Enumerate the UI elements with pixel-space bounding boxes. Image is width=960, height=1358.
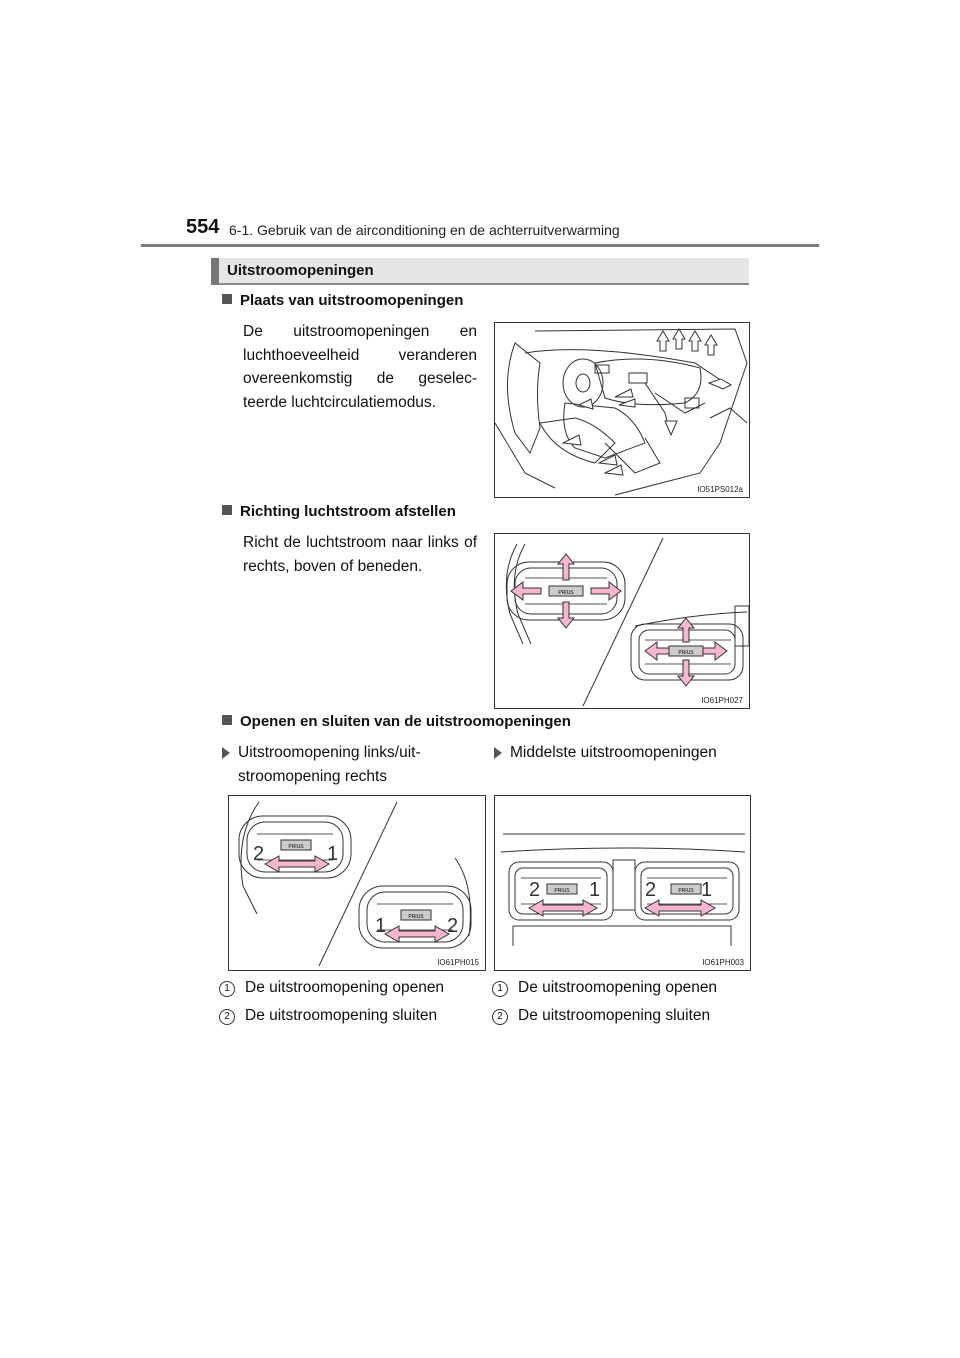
callout-2: 2 (492, 1009, 508, 1025)
vent-badge-label: PRIUS (408, 914, 424, 920)
triangle-bullet-icon (222, 747, 230, 759)
vent-badge-label: PRIUS (678, 888, 694, 894)
callout-1: 1 (492, 981, 508, 997)
vent-direction-illustration (495, 534, 749, 708)
legend-item-text: De uitstroomopening openen (518, 979, 718, 996)
callout-1: 1 (219, 981, 235, 997)
car-interior-illustration (495, 323, 749, 497)
callout-2: 2 (447, 915, 459, 937)
legend-item (492, 976, 752, 1000)
legend-item (219, 1004, 479, 1028)
bullet-center-vents-text: Middelste uitstroomopeningen (510, 744, 717, 761)
callout-2: 2 (529, 879, 541, 901)
subheading-direction-text: Richting luchtstroom afstellen (240, 503, 456, 520)
callout-1: 1 (375, 915, 387, 937)
square-bullet-icon (222, 715, 232, 725)
center-vent-open-close-illustration (495, 796, 750, 970)
figure-center-vents (494, 795, 751, 971)
vent-badge-label: PRIUS (558, 590, 574, 596)
vent-badge-label: PRIUS (554, 888, 570, 894)
legend-item (492, 1004, 752, 1028)
triangle-bullet-icon (494, 747, 502, 759)
chapter-title: 6-1. Gebruik van de airconditioning en de achterruitverwarming (229, 222, 620, 238)
section-tab (211, 258, 219, 285)
callout-1: 1 (589, 879, 601, 901)
figure-airflow-direction (494, 533, 750, 709)
section-title: Uitstroomopeningen (227, 262, 374, 279)
subheading-location (222, 292, 463, 309)
legend-side-vents (219, 976, 479, 1028)
figure-code: IO61PH015 (437, 958, 479, 967)
vent-badge-label: PRIUS (678, 650, 694, 656)
subheading-open-close (222, 713, 571, 730)
callout-2: 2 (253, 843, 265, 865)
side-vent-open-close-illustration (229, 796, 485, 970)
legend-center-vents (492, 976, 752, 1028)
callout-2: 2 (645, 879, 657, 901)
square-bullet-icon (222, 505, 232, 515)
section-header (211, 258, 749, 285)
figure-side-vents (228, 795, 486, 971)
legend-item-text: De uitstroomopening sluiten (245, 1007, 438, 1024)
location-text: De uitstroomopeningen en luchthoeveelheid veranderen overeenkomstig de geselec-teerde luchtcirculatiemodus. (243, 323, 477, 411)
legend-item (219, 976, 479, 1000)
vent-badge-label: PRIUS (288, 844, 304, 850)
square-bullet-icon (222, 294, 232, 304)
figure-code: IO51PS012a (697, 485, 743, 494)
header-rule (141, 244, 819, 247)
subheading-open-close-text: Openen en sluiten van de uitstroomopeningen (240, 713, 571, 730)
subheading-direction (222, 503, 456, 520)
subheading-location-text: Plaats van uitstroomopeningen (240, 292, 464, 309)
direction-text: Richt de luchtstroom naar links of rechts, boven of beneden. (243, 534, 477, 575)
callout-1: 1 (701, 879, 713, 901)
legend-item-text: De uitstroomopening openen (245, 979, 445, 996)
page-number: 554 (186, 216, 220, 238)
legend-item-text: De uitstroomopening sluiten (518, 1007, 711, 1024)
bullet-center-vents (494, 741, 750, 765)
bullet-side-vents (222, 741, 472, 788)
figure-vent-locations (494, 322, 750, 498)
callout-2: 2 (219, 1009, 235, 1025)
figure-code: IO61PH003 (702, 958, 744, 967)
callout-1: 1 (327, 843, 339, 865)
bullet-side-vents-text: Uitstroomopening links/uit-stroomopening rechts (238, 744, 421, 785)
figure-code: IO61PH027 (701, 696, 743, 705)
